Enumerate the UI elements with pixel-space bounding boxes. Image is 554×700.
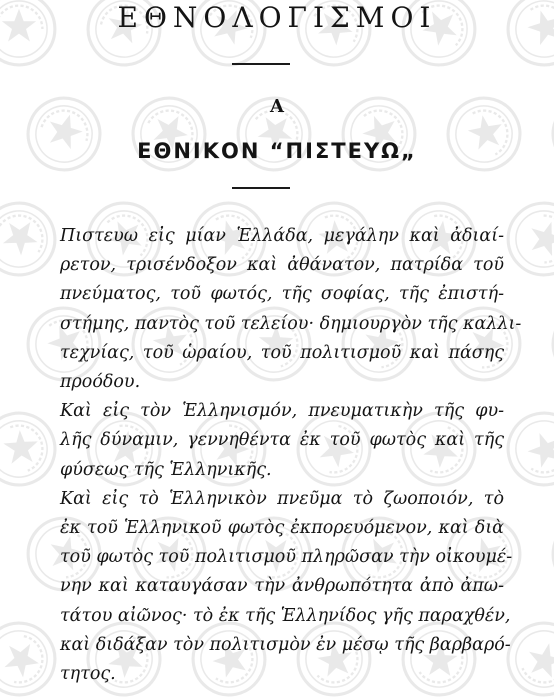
divider-rule bbox=[232, 187, 290, 189]
text-line: προόδου. bbox=[60, 372, 141, 393]
text-line: καὶ διδάξαν τὸν πολιτισμὸν ἐν μέσῳ τῆς βαρβαρό- bbox=[60, 634, 511, 655]
library-seal-icon bbox=[541, 296, 554, 392]
library-seal-icon bbox=[504, 199, 554, 278]
text-line: φύσεως τῆς Ἑλληνικῆς. bbox=[60, 459, 272, 480]
text-line: λῆς δύναμιν, γεννηθέντα ἐκ τοῦ φωτὸς καὶ τῆς bbox=[60, 430, 504, 451]
library-seal-icon bbox=[0, 613, 65, 700]
text-line: Καὶ εἰς τὸ Ἑλληνικὸν πνεῦμα τὸ ζωοποιόν, τὸ bbox=[60, 488, 504, 509]
text-line: ἐκ τοῦ Ἑλληνικοῦ φωτὸς ἐκπορευόμενον, καὶ διὰ bbox=[60, 518, 504, 539]
text-line: πνεύματος, τοῦ φωτός, τῆς σοφίας, τῆς ἐπιστή- bbox=[60, 284, 504, 305]
text-line: Πιστευω εἰς μίαν Ἑλλάδα, μεγάλην καὶ ἀδιαί- bbox=[60, 226, 504, 246]
text-line: στήμης, παντὸς τοῦ τελείου· δημιουργὸν τῆς καλλι- bbox=[60, 313, 522, 334]
library-seal-icon bbox=[534, 499, 554, 609]
text-line: τάτου αἰῶνος· τὸ ἐκ τῆς Ἑλληνίδος γῆς παραχθέν, bbox=[60, 605, 511, 626]
text-line: τοῦ φωτὸς τοῦ πολιτισμοῦ πληρῶσαν τὴν οἰκουμέ- bbox=[60, 547, 513, 568]
section-letter: Α bbox=[270, 96, 284, 117]
body-text bbox=[60, 222, 522, 689]
section-heading: ΕΘΝΙΚΟΝ “ΠΙΣΤΕΥΩ„ bbox=[137, 139, 417, 163]
text-line: τεχνίας, τοῦ ὡραίου, τοῦ πολιτισμοῦ καὶ πάσης bbox=[60, 342, 504, 363]
text-line: τητος. bbox=[60, 664, 116, 685]
divider-rule bbox=[232, 63, 290, 65]
page-title: ΕΘΝΟΛΟΓΙΣΜΟΙ bbox=[117, 1, 437, 34]
text-line: νην καὶ καταυγάσαν τὴν ἀνθρωπότητα ἀπὸ ἀπω- bbox=[60, 576, 504, 597]
text-line: Καὶ εἰς τὸν Ἑλληνισμόν, πνευματικὴν τῆς φυ- bbox=[60, 401, 504, 422]
text-line: ρετον, τρισένδοξον καὶ ἀθάνατον, πατρίδα τοῦ bbox=[60, 255, 504, 276]
